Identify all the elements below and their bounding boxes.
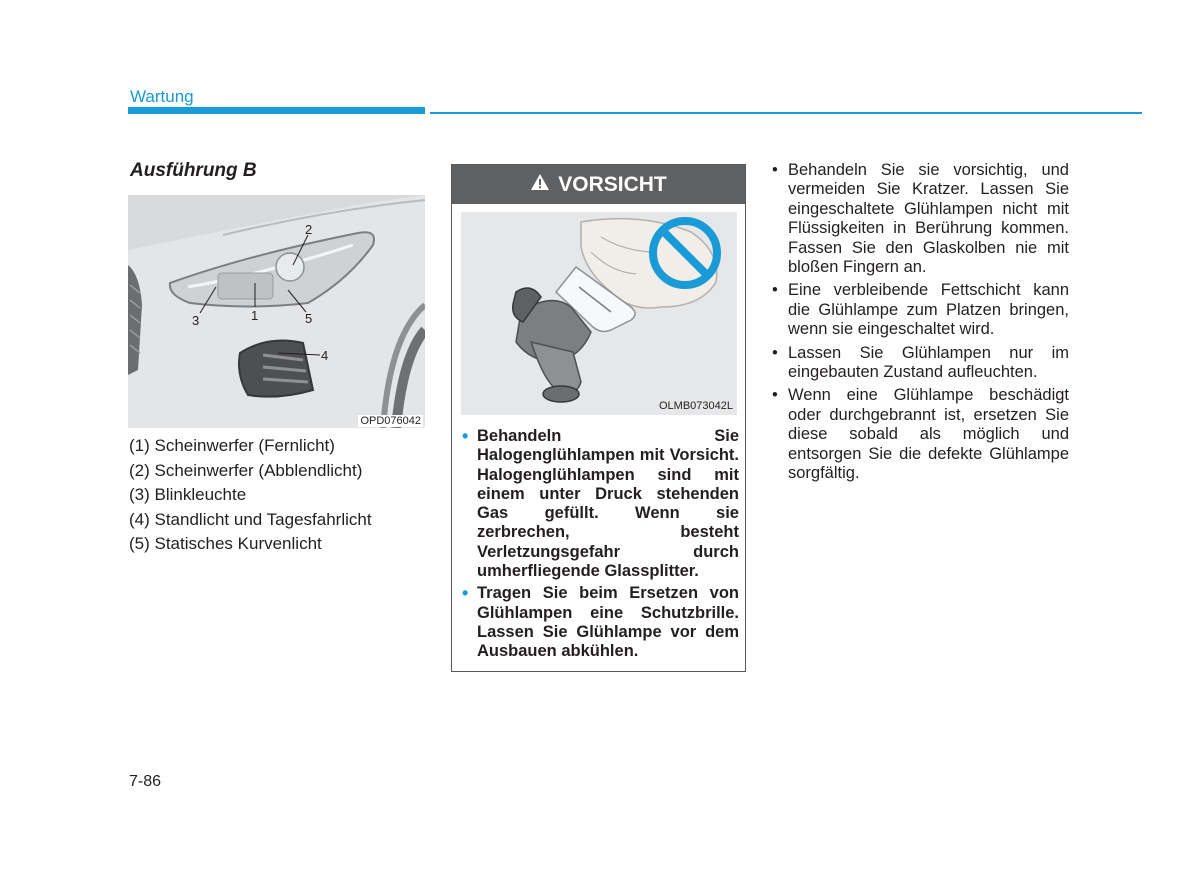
header-rule-thick [128,107,425,114]
page-number: 7-86 [129,773,162,790]
callout-4: 4 [321,348,329,363]
right-item: • Wenn eine Glühlampe beschädigt oder durchgebrannt ist, ersetzen Sie diese sobald als möglich und entsorgen Sie die defekte Glühlampe sorgfältig. [771,386,1069,483]
caution-figure-code: OLMB073042L [659,400,733,412]
caution-item: • Tragen Sie beim Ersetzen von Glühlampen eine Schutzbrille. Lassen Sie Glühlampe vor dem Ausbauen abkühlen. [461,584,739,661]
bulb-handling-illustration [461,212,737,415]
right-list [771,161,1069,488]
callout-3: 3 [192,313,200,328]
legend-item: (1) Scheinwerfer (Fernlicht) [129,436,335,455]
headlamp-drawing [128,195,425,428]
legend-item: (4) Standlicht und Tagesfahrlicht [129,509,372,529]
legend-item: (3) Blinkleuchte [129,485,247,504]
caution-item: • Behandeln Sie Halogenglühlampen mit Vorsicht. Halogenglühlampen sind mit einem unter Druck stehenden Gas gefüllt. Wenn sie zerbrechen, besteht Verletzungsgefahr durch umherfliegende Glassplitter. [461,427,739,581]
callout-1: 1 [251,308,259,323]
bulb-drawing [461,212,737,415]
figure-code: OPD076042 [360,415,421,427]
legend-item: (5) Statisches Kurvenlicht [129,534,322,553]
section-title: Wartung [130,87,194,106]
caution-list [461,427,739,665]
legend-list [129,434,372,557]
callout-5: 5 [305,311,313,326]
callout-2: 2 [305,222,313,237]
warning-triangle-icon [530,173,550,197]
right-item: • Behandeln Sie sie vorsichtig, und vermeiden Sie Kratzer. Lassen Sie eingeschaltete Glühlampen nicht mit Flüssigkeiten in Berührung kommen. Fassen Sie den Glaskolben nie mit bloßen Fingern an. [771,161,1069,277]
header-rule-thin [430,112,1142,114]
right-item: • Lassen Sie Glühlampen nur im eingebauten Zustand aufleuchten. [771,344,1069,383]
caution-heading: VORSICHT [558,172,667,196]
headlamp-illustration [128,195,425,428]
caution-box [451,164,746,672]
caution-header [452,165,745,204]
legend-item: (2) Scheinwerfer (Abblendlicht) [129,460,363,480]
right-item: • Eine verbleibende Fettschicht kann die Glühlampe zum Platzen bringen, wenn sie eingeschaltet wird. [771,281,1069,339]
variant-title: Ausführung B [130,160,257,181]
